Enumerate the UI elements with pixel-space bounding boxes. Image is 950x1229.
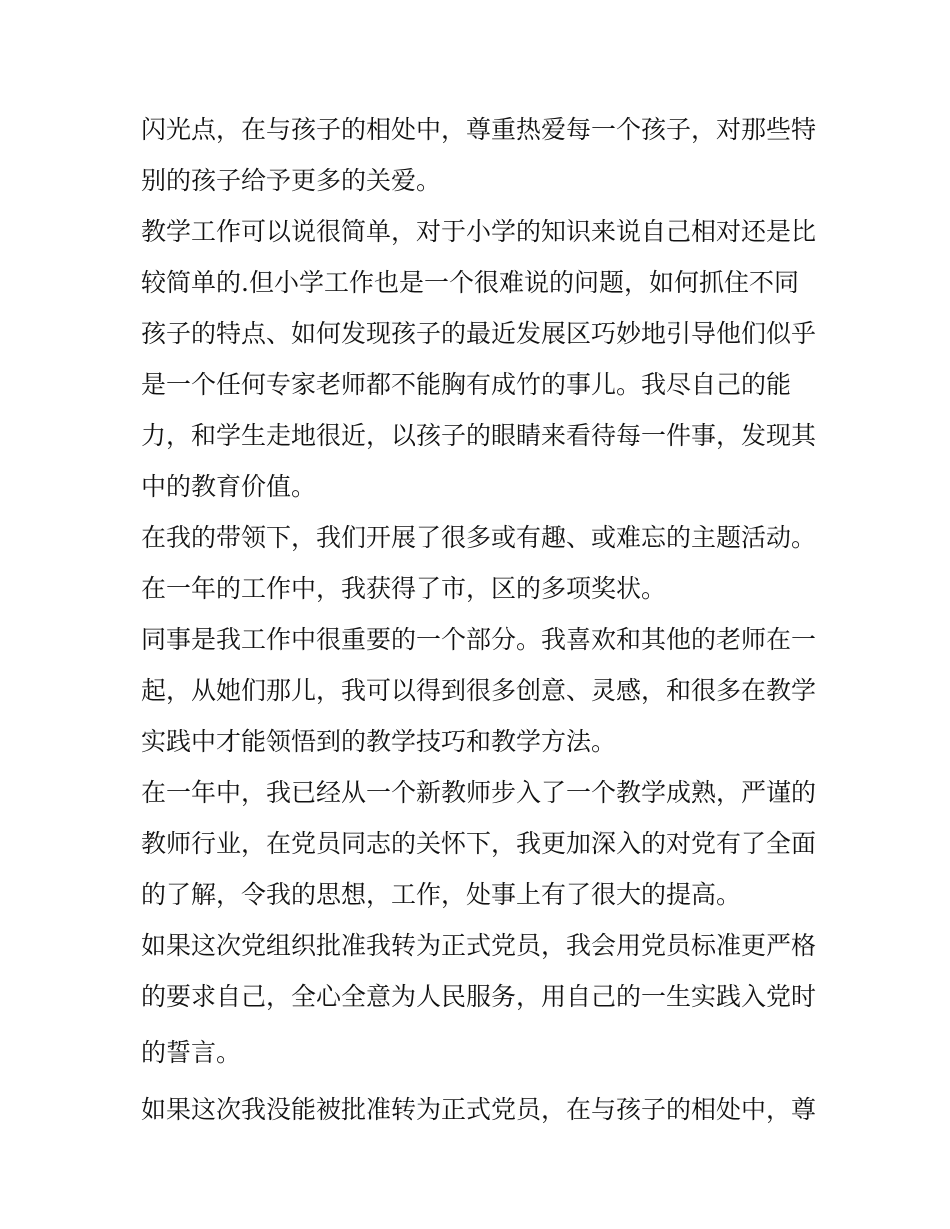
text-line: 力，和学生走地很近，以孩子的眼睛来看待每一件事，发现其 (141, 421, 817, 450)
text-line: 起，从她们那儿，我可以得到很多创意、灵感，和很多在教学 (141, 676, 817, 705)
text-line: 中的教育价值。 (141, 472, 317, 501)
text-line: 的誓言。 (141, 1038, 242, 1067)
body-text (141, 104, 821, 1135)
text-line: 在一年的工作中，我获得了市，区的多项奖状。 (141, 574, 667, 603)
text-line: 较简单的.但小学工作也是一个很难说的问题，如何抓住不同 (141, 268, 799, 297)
text-line: 在我的带领下，我们开展了很多或有趣、或难忘的主题活动。 (141, 523, 817, 552)
text-line: 同事是我工作中很重要的一个部分。我喜欢和其他的老师在一 (141, 625, 817, 654)
text-line: 教学工作可以说很简单，对于小学的知识来说自己相对还是比 (141, 217, 817, 246)
text-line: 闪光点，在与孩子的相处中，尊重热爱每一个孩子，对那些特 (141, 115, 817, 144)
text-line: 孩子的特点、如何发现孩子的最近发展区巧妙地引导他们似乎 (141, 319, 817, 348)
text-line: 是一个任何专家老师都不能胸有成竹的事儿。我尽自己的能 (141, 370, 792, 399)
text-line: 教师行业，在党员同志的关怀下，我更加深入的对党有了全面 (141, 829, 817, 858)
text-line: 实践中才能领悟到的教学技巧和教学方法。 (141, 727, 617, 756)
text-line: 在一年中，我已经从一个新教师步入了一个教学成熟，严谨的 (141, 778, 817, 807)
text-line: 的要求自己，全心全意为人民服务，用自己的一生实践入党时 (141, 982, 817, 1011)
text-line: 如果这次党组织批准我转为正式党员，我会用党员标准更严格 (141, 931, 817, 960)
text-line: 如果这次我没能被批准转为正式党员，在与孩子的相处中，尊 (141, 1095, 817, 1124)
text-line: 的了解，令我的思想，工作，处事上有了很大的提高。 (141, 880, 742, 909)
text-line: 别的孩子给予更多的关爱。 (141, 166, 442, 195)
